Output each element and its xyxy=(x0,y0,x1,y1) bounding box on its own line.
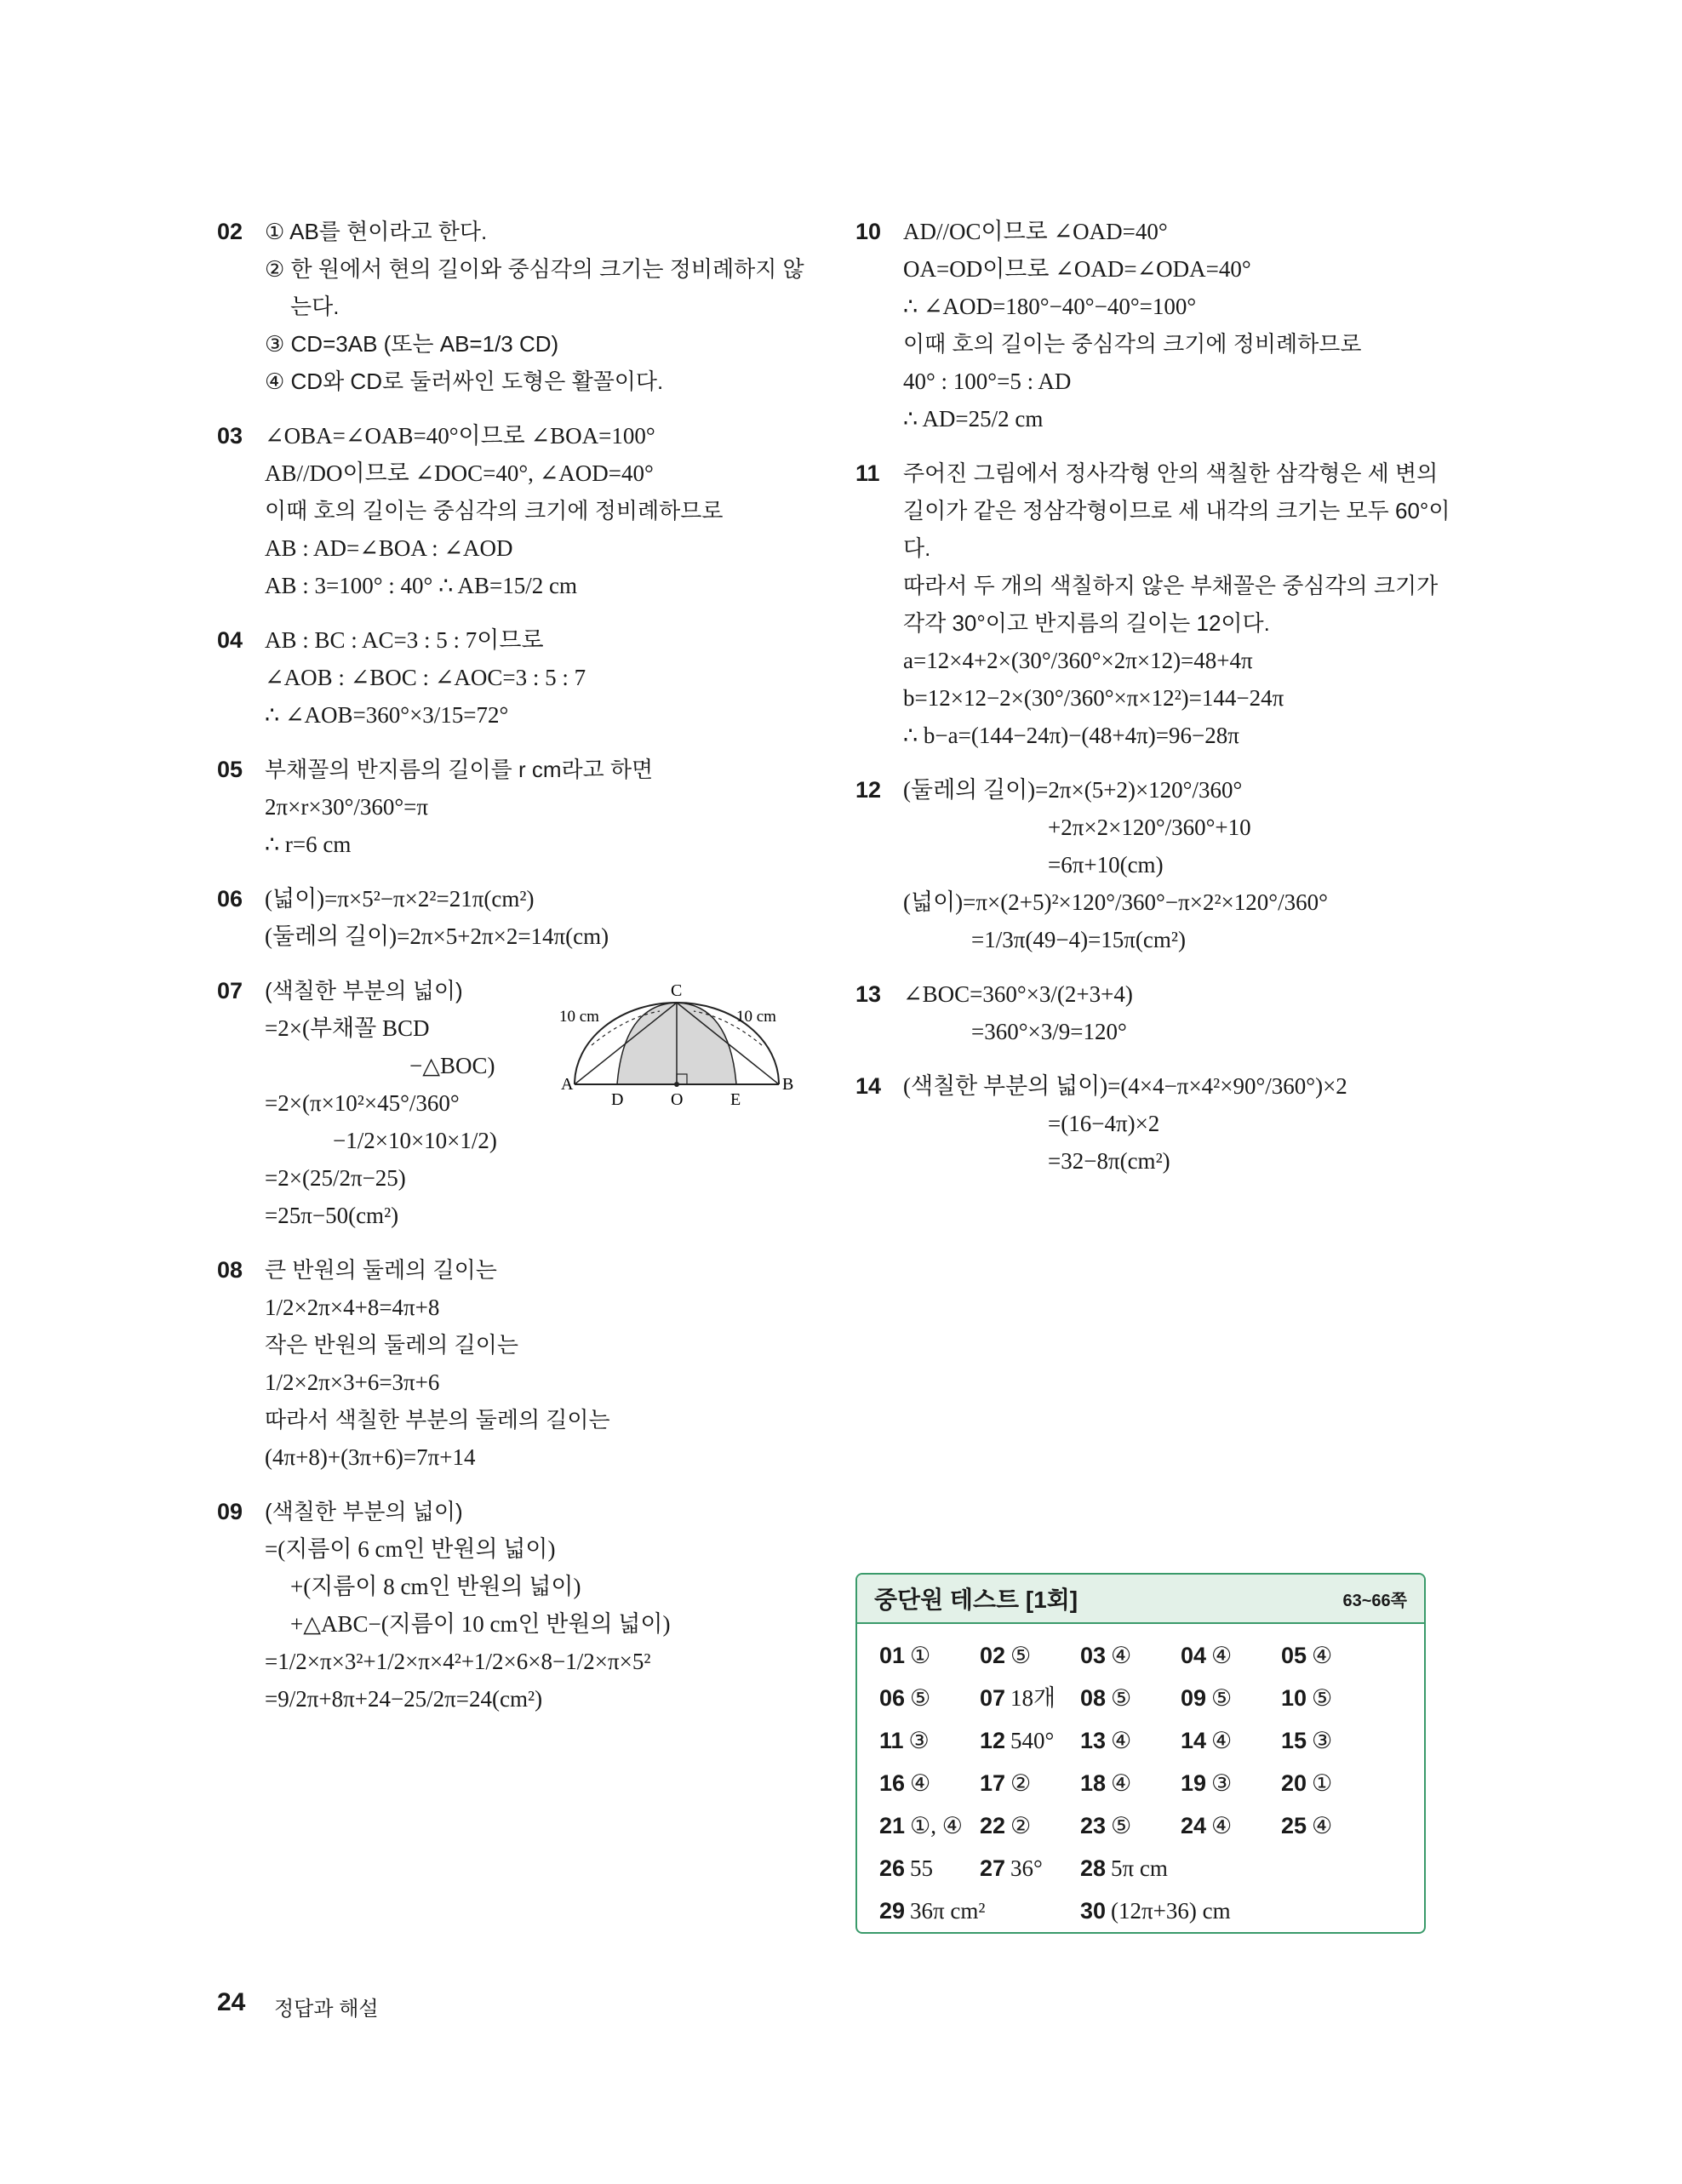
answer-number: 17 xyxy=(980,1770,1006,1796)
answer-cell xyxy=(980,1762,1031,1804)
problem-number: 08 xyxy=(217,1257,243,1283)
answer-cell xyxy=(1080,1762,1131,1804)
answer-value: ④ xyxy=(910,1770,931,1796)
answer-value: ④ xyxy=(1312,1643,1333,1668)
answer-number: 27 xyxy=(980,1855,1006,1881)
semicircle-figure xyxy=(558,979,796,1106)
answer-row xyxy=(879,1890,1424,1932)
answer-number: 24 xyxy=(1181,1813,1207,1838)
answer-value: 540° xyxy=(1010,1728,1055,1753)
answer-number: 28 xyxy=(1080,1855,1107,1881)
answer-value: 55 xyxy=(910,1855,934,1881)
answer-value: ④ xyxy=(1111,1728,1132,1753)
line: ③ CD=3AB (또는 AB=1/3 CD) xyxy=(265,331,559,357)
answer-row xyxy=(879,1677,1424,1719)
answer-number: 08 xyxy=(1080,1685,1107,1711)
answer-value: (12π+36) cm xyxy=(1111,1898,1231,1924)
answer-value: ⑤ xyxy=(1010,1643,1032,1668)
line: =1/2×π×3²+1/2×π×4²+1/2×6×8−1/2×π×5² xyxy=(265,1649,651,1674)
answer-cell xyxy=(1281,1719,1332,1762)
label-o: O xyxy=(671,1090,684,1106)
left-column xyxy=(217,213,804,1735)
answer-number: 07 xyxy=(980,1685,1006,1711)
answer-grid xyxy=(857,1624,1424,1932)
answer-number: 05 xyxy=(1281,1643,1307,1668)
answer-row xyxy=(879,1804,1424,1847)
line: b=12×12−2×(30°/360°×π×12²)=144−24π xyxy=(903,685,1284,711)
problem-number: 05 xyxy=(217,757,243,782)
line: −1/2×10×10×1/2) xyxy=(333,1128,497,1153)
answer-value: ④ xyxy=(1211,1728,1233,1753)
answer-cell xyxy=(980,1804,1031,1847)
answer-number: 23 xyxy=(1080,1813,1107,1838)
problem-number: 04 xyxy=(217,627,243,653)
line: ② 한 원에서 현의 길이와 중심각의 크기는 정비례하지 않 xyxy=(265,256,804,282)
problem-14 xyxy=(855,1067,1434,1180)
problem-12 xyxy=(855,771,1434,958)
line: (둘레의 길이)=2π×(5+2)×120°/360° xyxy=(903,777,1243,803)
line: AD//OC이므로 ∠OAD=40° xyxy=(903,219,1168,244)
answer-value: 5π cm xyxy=(1111,1855,1168,1881)
answer-number: 15 xyxy=(1281,1728,1307,1753)
line: 각각 30°이고 반지름의 길이는 12이다. xyxy=(903,610,1270,636)
answer-cell xyxy=(879,1890,986,1932)
line: 이때 호의 길이는 중심각의 크기에 정비례하므로 xyxy=(265,498,724,523)
answer-cell xyxy=(1080,1634,1131,1677)
line: (4π+8)+(3π+6)=7π+14 xyxy=(265,1444,476,1470)
line: ∴ r=6 cm xyxy=(265,832,352,857)
label-c: C xyxy=(671,981,683,1000)
problem-09 xyxy=(217,1493,804,1718)
answer-value: ④ xyxy=(1312,1813,1333,1838)
answer-value: ② xyxy=(1010,1813,1032,1838)
answer-cell xyxy=(1181,1762,1232,1804)
label-b: B xyxy=(782,1075,794,1094)
line: 2π×r×30°/360°=π xyxy=(265,794,429,820)
answer-number: 01 xyxy=(879,1643,906,1668)
page-number: 24 xyxy=(217,1988,246,2016)
answer-value: ③ xyxy=(1312,1728,1333,1753)
line: =25π−50(cm²) xyxy=(265,1203,399,1228)
answer-value: ⑤ xyxy=(910,1685,931,1711)
answer-number: 11 xyxy=(879,1728,904,1753)
answer-value: 18개 xyxy=(1010,1685,1056,1711)
problem-07 xyxy=(217,972,804,1234)
answer-row xyxy=(879,1847,1424,1890)
center-point xyxy=(674,1082,679,1087)
answer-cell xyxy=(879,1762,930,1804)
problem-02 xyxy=(217,213,804,400)
line: (둘레의 길이)=2π×5+2π×2=14π(cm) xyxy=(265,923,609,949)
answer-cell xyxy=(1281,1804,1332,1847)
line: ∴ ∠AOB=360°×3/15=72° xyxy=(265,702,509,728)
problem-number: 06 xyxy=(217,886,243,912)
answer-number: 22 xyxy=(980,1813,1006,1838)
answer-cell xyxy=(879,1847,933,1890)
line: (색칠한 부분의 넓이)=(4×4−π×4²×90°/360°)×2 xyxy=(903,1073,1347,1099)
answer-cell xyxy=(1080,1719,1131,1762)
problem-10 xyxy=(855,213,1434,437)
line: 작은 반원의 둘레의 길이는 xyxy=(265,1332,518,1358)
label-d: D xyxy=(611,1090,624,1106)
answer-cell xyxy=(1080,1677,1131,1719)
answer-cell xyxy=(980,1719,1054,1762)
answer-value: ③ xyxy=(908,1728,930,1753)
answer-cell xyxy=(1080,1804,1131,1847)
answer-number: 04 xyxy=(1181,1643,1207,1668)
answer-box-pages: 63~66쪽 xyxy=(1342,1591,1407,1610)
label-10cm-left: 10 cm xyxy=(559,1008,599,1026)
line: ④ CD와 CD로 둘러싸인 도형은 활꼴이다. xyxy=(265,369,664,394)
answer-value: ①, ④ xyxy=(910,1813,963,1838)
line: OA=OD이므로 ∠OAD=∠ODA=40° xyxy=(903,256,1251,282)
line: =2×(π×10²×45°/360° xyxy=(265,1090,460,1116)
answer-row xyxy=(879,1634,1424,1677)
answer-box-title: 중단원 테스트 [1회] xyxy=(874,1587,1078,1613)
answer-value: ② xyxy=(1010,1770,1032,1796)
line: ① AB를 현이라고 한다. xyxy=(265,219,488,244)
answer-value: ④ xyxy=(1111,1770,1132,1796)
answer-cell xyxy=(980,1847,1043,1890)
label-e: E xyxy=(730,1090,741,1106)
right-column xyxy=(855,213,1450,1197)
line: ∴ b−a=(144−24π)−(48+4π)=96−28π xyxy=(903,723,1239,748)
answer-cell xyxy=(879,1804,963,1847)
line: ∠AOB : ∠BOC : ∠AOC=3 : 5 : 7 xyxy=(265,665,586,690)
answer-number: 20 xyxy=(1281,1770,1307,1796)
answer-cell xyxy=(1181,1804,1232,1847)
label-10cm-right: 10 cm xyxy=(736,1008,776,1026)
answer-cell xyxy=(1281,1677,1332,1719)
problem-number: 03 xyxy=(217,423,243,449)
line: =360°×3/9=120° xyxy=(971,1019,1127,1044)
answer-cell xyxy=(1181,1719,1232,1762)
answer-number: 16 xyxy=(879,1770,906,1796)
answer-cell xyxy=(980,1677,1056,1719)
line: =(16−4π)×2 xyxy=(1048,1111,1160,1136)
answer-cell xyxy=(1281,1762,1332,1804)
answer-number: 25 xyxy=(1281,1813,1307,1838)
line: 큰 반원의 둘레의 길이는 xyxy=(265,1257,497,1283)
line: ∠BOC=360°×3/(2+3+4) xyxy=(903,981,1133,1007)
problem-number: 02 xyxy=(217,219,243,244)
problem-11 xyxy=(855,455,1450,754)
line: AB : 3=100° : 40° ∴ AB=15/2 cm xyxy=(265,573,577,598)
problem-03 xyxy=(217,417,804,604)
answer-number: 14 xyxy=(1181,1728,1207,1753)
line: 는다. xyxy=(290,294,340,319)
problem-04 xyxy=(217,621,804,734)
line: 다. xyxy=(903,535,931,561)
line: AB : AD=∠BOA : ∠AOD xyxy=(265,535,513,561)
answer-cell xyxy=(879,1677,930,1719)
answer-number: 21 xyxy=(879,1813,906,1838)
line: =2×(25/2π−25) xyxy=(265,1165,406,1191)
line: +2π×2×120°/360°+10 xyxy=(1048,815,1251,840)
answer-number: 30 xyxy=(1080,1898,1107,1924)
line: 따라서 두 개의 색칠하지 않은 부채꼴은 중심각의 크기가 xyxy=(903,573,1439,598)
line: 40° : 100°=5 : AD xyxy=(903,369,1072,394)
footer-title: 정답과 해설 xyxy=(274,1998,379,2021)
answer-cell xyxy=(1281,1634,1332,1677)
problem-number: 13 xyxy=(855,981,882,1007)
answer-number: 13 xyxy=(1080,1728,1107,1753)
line: 따라서 색칠한 부분의 둘레의 길이는 xyxy=(265,1407,610,1432)
answer-value: 36° xyxy=(1010,1855,1043,1881)
line: 이때 호의 길이는 중심각의 크기에 정비례하므로 xyxy=(903,331,1362,357)
answer-number: 19 xyxy=(1181,1770,1207,1796)
answer-number: 03 xyxy=(1080,1643,1107,1668)
problem-number: 11 xyxy=(855,460,880,486)
problem-number: 10 xyxy=(855,219,882,244)
line: =2×(부채꼴 BCD xyxy=(265,1015,430,1041)
answer-number: 06 xyxy=(879,1685,906,1711)
line: (색칠한 부분의 넓이) xyxy=(265,1499,463,1524)
answer-value: 36π cm² xyxy=(910,1898,986,1924)
answer-row xyxy=(879,1762,1424,1804)
line: (넓이)=π×5²−π×2²=21π(cm²) xyxy=(265,886,535,912)
answer-number: 18 xyxy=(1080,1770,1107,1796)
answer-value: ④ xyxy=(1211,1813,1233,1838)
line: 길이가 같은 정삼각형이므로 세 내각의 크기는 모두 60°이 xyxy=(903,498,1450,523)
answer-value: ⑤ xyxy=(1111,1813,1132,1838)
line: =(지름이 6 cm인 반원의 넓이) xyxy=(265,1536,556,1562)
answer-row xyxy=(879,1719,1424,1762)
problem-number: 07 xyxy=(217,978,243,1003)
problem-number: 09 xyxy=(217,1499,243,1524)
line: AB//DO이므로 ∠DOC=40°, ∠AOD=40° xyxy=(265,460,654,486)
answer-cell xyxy=(980,1634,1031,1677)
answer-value: ⑤ xyxy=(1111,1685,1132,1711)
line: a=12×4+2×(30°/360°×2π×12)=48+4π xyxy=(903,648,1253,673)
problem-13 xyxy=(855,975,1434,1050)
problem-08 xyxy=(217,1251,804,1476)
answer-number: 26 xyxy=(879,1855,906,1881)
line: 부채꼴의 반지름의 길이를 r cm라고 하면 xyxy=(265,757,654,782)
line: AB : BC : AC=3 : 5 : 7이므로 xyxy=(265,627,544,653)
answer-box xyxy=(855,1573,1426,1934)
answer-number: 29 xyxy=(879,1898,906,1924)
line: ∴ ∠AOD=180°−40°−40°=100° xyxy=(903,294,1197,319)
answer-cell xyxy=(879,1719,930,1762)
line: 주어진 그림에서 정사각형 안의 색칠한 삼각형은 세 변의 xyxy=(903,460,1439,486)
line: +(지름이 8 cm인 반원의 넓이) xyxy=(290,1574,581,1599)
answer-box-header xyxy=(857,1575,1424,1624)
line: =9/2π+8π+24−25/2π=24(cm²) xyxy=(265,1686,543,1712)
answer-number: 12 xyxy=(980,1728,1006,1753)
line: (색칠한 부분의 넓이) xyxy=(265,978,463,1003)
answer-cell xyxy=(1080,1847,1168,1890)
line: ∴ AD=25/2 cm xyxy=(903,406,1044,432)
line: =6π+10(cm) xyxy=(1048,852,1164,878)
problem-number: 12 xyxy=(855,777,882,803)
problem-06 xyxy=(217,880,804,955)
line: 1/2×2π×4+8=4π+8 xyxy=(265,1295,440,1320)
answer-cell xyxy=(1181,1634,1232,1677)
line: 1/2×2π×3+6=3π+6 xyxy=(265,1369,440,1395)
answer-value: ④ xyxy=(1111,1643,1132,1668)
answer-value: ① xyxy=(910,1643,931,1668)
answer-value: ③ xyxy=(1211,1770,1233,1796)
problem-number: 14 xyxy=(855,1073,882,1099)
line: ∠OBA=∠OAB=40°이므로 ∠BOA=100° xyxy=(265,423,655,449)
line: (넓이)=π×(2+5)²×120°/360°−π×2²×120°/360° xyxy=(903,889,1328,915)
line: =1/3π(49−4)=15π(cm²) xyxy=(971,927,1186,952)
answer-number: 02 xyxy=(980,1643,1006,1668)
problem-05 xyxy=(217,751,804,863)
answer-cell xyxy=(1181,1677,1232,1719)
line: +△ABC−(지름이 10 cm인 반원의 넓이) xyxy=(290,1611,671,1637)
answer-value: ④ xyxy=(1211,1643,1233,1668)
answer-value: ⑤ xyxy=(1211,1685,1233,1711)
answer-value: ① xyxy=(1312,1770,1333,1796)
answer-value: ⑤ xyxy=(1312,1685,1333,1711)
answer-number: 10 xyxy=(1281,1685,1307,1711)
line: −△BOC) xyxy=(409,1053,495,1078)
answer-number: 09 xyxy=(1181,1685,1207,1711)
line: =32−8π(cm²) xyxy=(1048,1148,1170,1174)
label-a: A xyxy=(561,1075,574,1094)
answer-cell xyxy=(879,1634,930,1677)
answer-cell xyxy=(1080,1890,1231,1932)
